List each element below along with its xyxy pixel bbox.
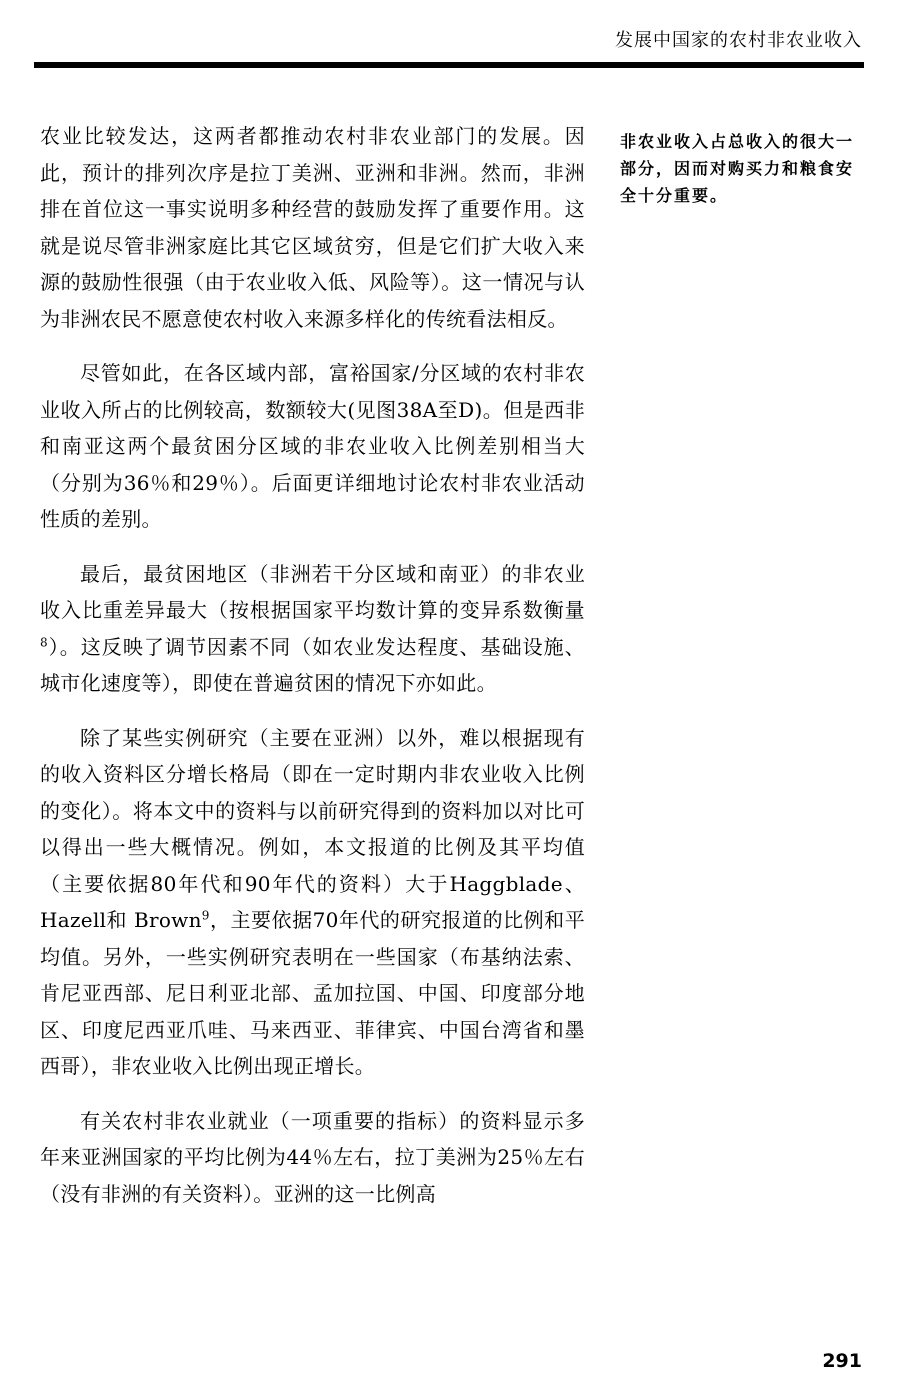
paragraph-2: 尽管如此，在各区域内部，富裕国家/分区域的农村非农业收入所占的比例较高，数额较大(见图38A至D)。但是西非和南亚这两个最贫困分区域的非农业收入比例差别相当大（分别为36％和29％）。后面更详细地讨论农村非农业活动性质的差别。 — [40, 361, 585, 531]
page-number: 291 — [822, 1350, 862, 1372]
margin-note: 非农业收入占总收入的很大一部分，因而对购买力和粮食安全十分重要。 — [620, 132, 855, 205]
paragraph-1: 农业比较发达，这两者都推动农村非农业部门的发展。因此，预计的排列次序是拉丁美洲、亚洲和非洲。然而，非洲排在首位这一事实说明多种经营的鼓励发挥了重要作用。这就是说尽管非洲家庭比其它区域贫穷，但是它们扩大收入来源的鼓励性很强（由于农业收入低、风险等）。这一情况与认为非洲农民不愿意使农村收入来源多样化的传统看法相反。 — [40, 124, 585, 331]
footnote-ref-8: 8 — [40, 634, 48, 649]
main-body-text — [40, 118, 585, 1230]
paragraph-4 — [40, 720, 585, 1085]
running-header: 发展中国家的农村非农业收入 — [615, 30, 862, 51]
paragraph-5: 有关农村非农业就业（一项重要的指标）的资料显示多年来亚洲国家的平均比例为44％左右，拉丁美洲为25％左右（没有非洲的有关资料）。亚洲的这一比例高 — [40, 1108, 585, 1206]
paragraph-3 — [40, 556, 585, 702]
paragraph-3-text-a: 最后，最贫困地区（非洲若干分区域和南亚）的非农业收入比重差异最大（按根据国家平均数计算的变异系数衡量 — [40, 561, 585, 622]
footnote-ref-9: 9 — [201, 908, 210, 923]
paragraph-4-text-a: 除了某些实例研究（主要在亚洲）以外，难以根据现有的收入资料区分增长格局（即在一定时期内非农业收入比例的变化）。将本文中的资料与以前研究得到的资料加以对比可以得出一些大概情况。例如，本文报道的比例及其平均值（主要依据80年代和90年代的资料）大于Haggblade、Hazell和 Brown — [40, 725, 585, 932]
paragraph-3-text-b: ）。这反映了调节因素不同（如农业发达程度、基础设施、城市化速度等），即使在普遍贫困的情况下亦如此。 — [40, 634, 585, 695]
header-rule — [34, 62, 864, 68]
paragraph-4-text-b: ，主要依据70年代的研究报道的比例和平均值。另外，一些实例研究表明在一些国家（布基纳法索、肯尼亚西部、尼日利亚北部、孟加拉国、中国、印度部分地区、印度尼西亚爪哇、马来西亚、菲律宾、中国台湾省和墨西哥），非农业收入比例出现正增长。 — [40, 908, 585, 1078]
